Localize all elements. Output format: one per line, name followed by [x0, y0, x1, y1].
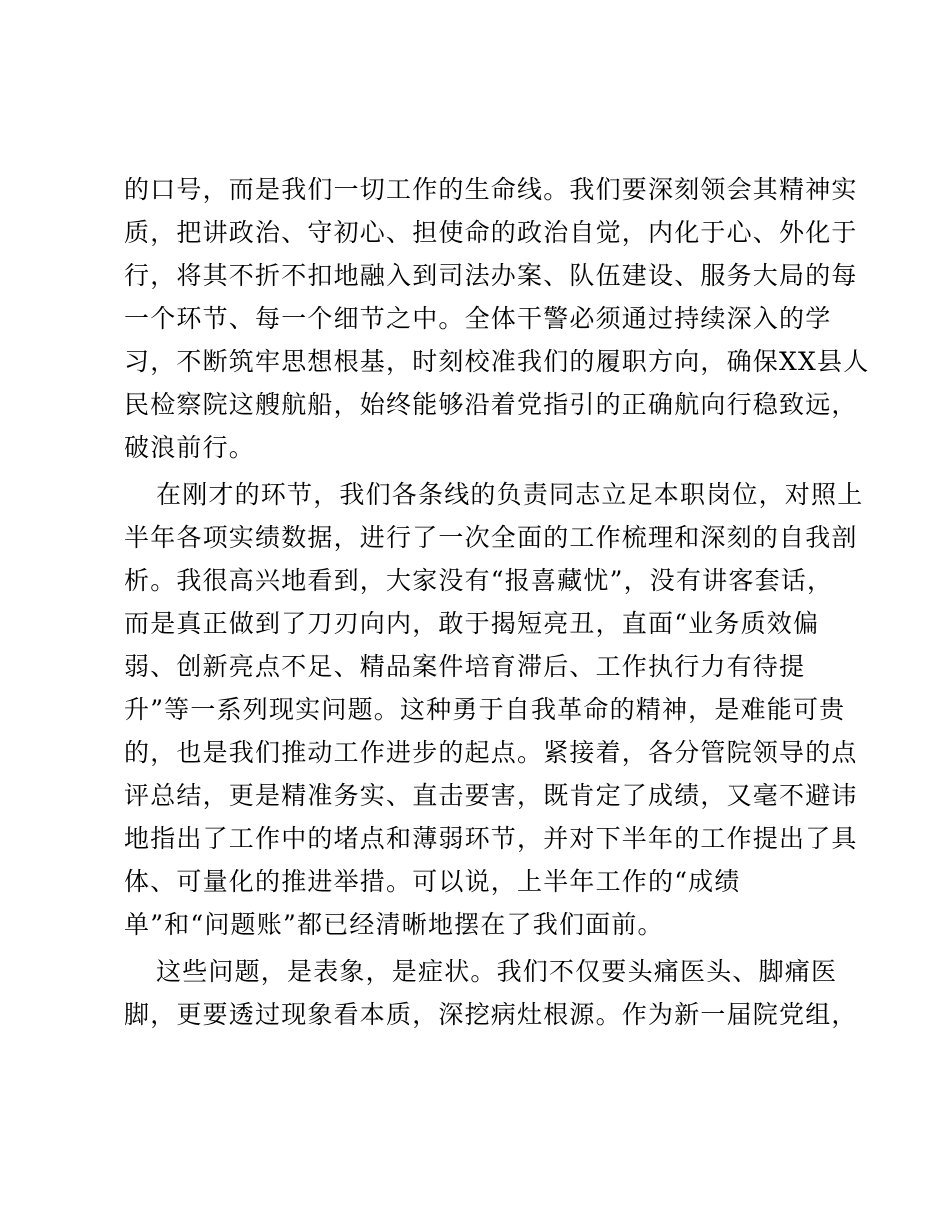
paragraph-line: 一个环节、每一个细节之中。全体干警必须通过持续深入的学: [124, 304, 832, 333]
paragraph-line: 质，把讲政治、守初心、担使命的政治自觉，内化于心、外化于: [124, 218, 858, 247]
paragraph-line: 体、可量化的推进举措。可以说，上半年工作的“成绩: [124, 867, 741, 896]
paragraph-line: 评总结，更是精准务实、直击要害，既肯定了成绩，又毫不避讳: [124, 781, 858, 810]
paragraph-line: 行，将其不折不扣地融入到司法办案、队伍建设、服务大局的每: [124, 261, 858, 290]
paragraph-line: 民检察院这艘航船，始终能够沿着党指引的正确航向行稳致远，: [124, 390, 858, 419]
paragraph-line: 的口号，而是我们一切工作的生命线。我们要深刻领会其精神实: [124, 175, 858, 204]
paragraph-line: 地指出了工作中的堵点和薄弱环节，并对下半年的工作提出了具: [124, 824, 858, 853]
paragraph-line: 这些问题，是表象，是症状。我们不仅要头痛医头、脚痛医: [156, 957, 838, 986]
paragraph-line: 半年各项实绩数据，进行了一次全面的工作梳理和深刻的自我剖: [124, 523, 858, 552]
paragraph-line: 的，也是我们推动工作进步的起点。紧接着，各分管院领导的点: [124, 738, 858, 767]
paragraph-line: 析。我很高兴地看到，大家没有“报喜藏忧”，没有讲客套话，: [124, 566, 834, 595]
paragraph-line: 破浪前行。: [124, 433, 256, 462]
paragraph-line: 在刚才的环节，我们各条线的负责同志立足本职岗位，对照上: [156, 480, 864, 509]
paragraph-line: 而是真正做到了刀刃向内，敢于揭短亮丑，直面“业务质效偏: [124, 609, 820, 638]
paragraph-line: 脚，更要透过现象看本质，深挖病灶根源。作为新一届院党组，: [124, 1000, 858, 1029]
paragraph-line: 升”等一系列现实问题。这种勇于自我革命的精神，是难能可贵: [124, 695, 846, 724]
paragraph-line: 单”和“问题账”都已经清晰地摆在了我们面前。: [124, 910, 664, 939]
paragraph-line: 习，不断筑牢思想根基，时刻校准我们的履职方向，确保XX县人: [124, 347, 870, 376]
paragraph-line: 弱、创新亮点不足、精品案件培育滞后、工作执行力有待提: [124, 652, 806, 681]
